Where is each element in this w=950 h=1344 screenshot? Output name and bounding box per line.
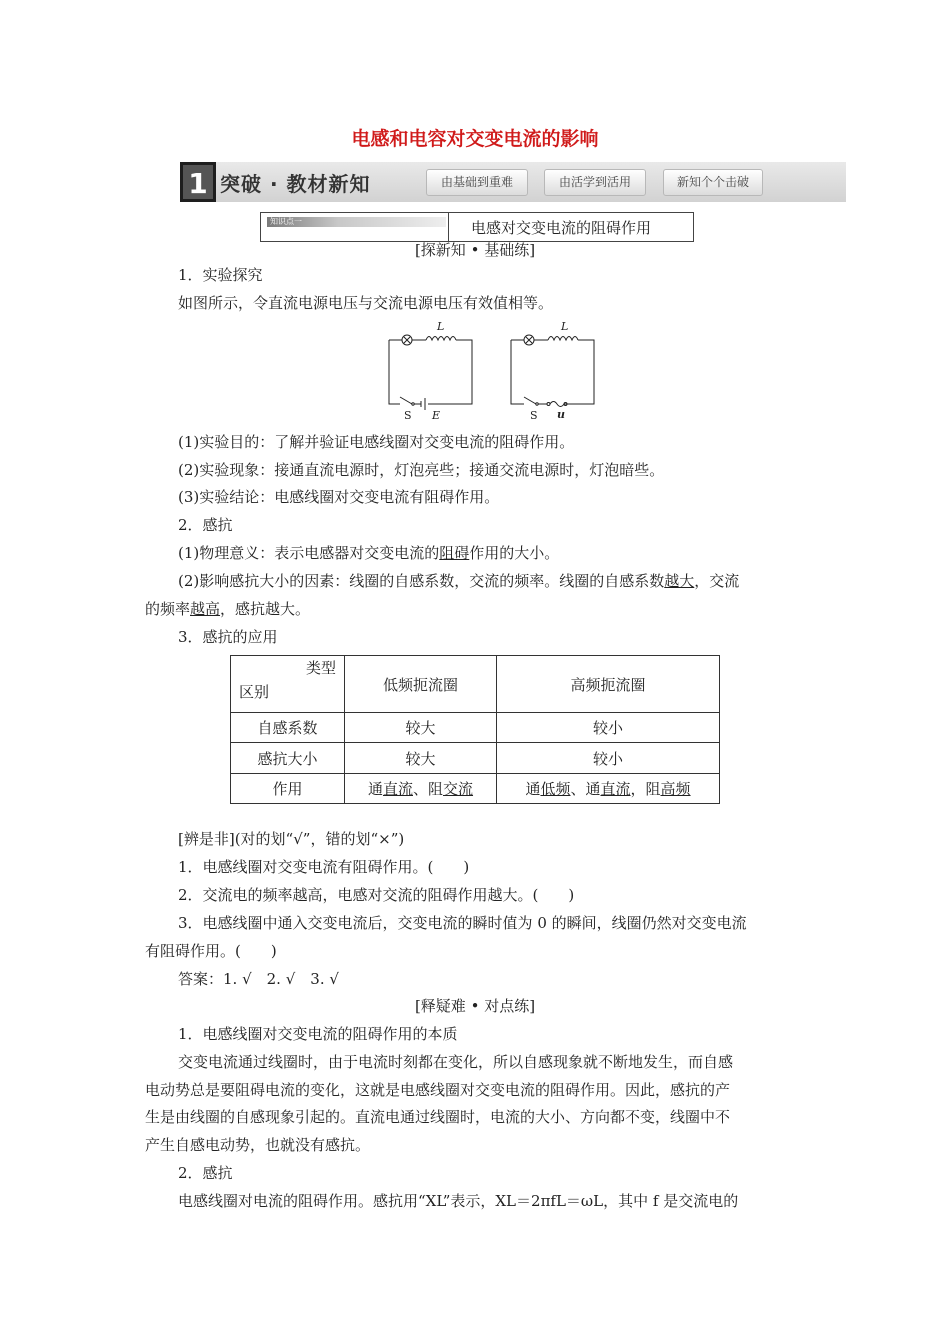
table-row-label: 自感系数 [231, 713, 345, 743]
e2-line-1: 电感线圈对电流的阻碍作用。感抗用“XL”表示，XL＝2πfL＝ωL，其中 f 是交流电的 [178, 1192, 739, 1210]
section-banner [180, 162, 846, 202]
table-header-cell: 低频扼流圈 [345, 656, 497, 713]
section-heading-explore: [探新知 • 基础练] [414, 241, 536, 259]
table-row [231, 713, 720, 743]
circuit-label-switch-left: S [404, 409, 412, 422]
table-row-label: 作用 [231, 774, 345, 804]
knowledge-point-divider [448, 213, 449, 241]
judge-heading: [辨是非](对的划“√”，错的划“×”) [178, 830, 405, 848]
section-number: 1 [188, 167, 208, 200]
table-cell: 通低频、通直流，阻高频 [497, 774, 720, 804]
s1-intro: 如图所示，令直流电源电压与交流电源电压有效值相等。 [178, 294, 554, 312]
table-cell: 较大 [345, 743, 497, 774]
s2-item-1: (1)物理意义：表示电感器对交变电流的阻碍作用的大小。 [178, 544, 560, 562]
new-knowledge-button[interactable]: 新知个个击破 [663, 169, 763, 196]
circuit-label-source-right: u [557, 408, 565, 421]
section-number-icon [180, 162, 216, 202]
judge-question-2: 2．交流电的频率越高，电感对交流的阻碍作用越大。( ) [178, 886, 575, 904]
s1-item-1: (1)实验目的：了解并验证电感线圈对交变电流的阻碍作用。 [178, 433, 575, 451]
table-cell: 较大 [345, 713, 497, 743]
circuit-label-inductor-left: L [437, 320, 445, 333]
s1-item-3: (3)实验结论：电感线圈对交变电流有阻碍作用。 [178, 488, 500, 506]
e1-line-4: 产生自感电动势，也就没有感抗。 [145, 1136, 371, 1154]
e1-line-2: 电动势总是要阻碍电流的变化，这就是电感线圈对交变电流的阻碍作用。因此，感抗的产 [145, 1081, 731, 1099]
section-heading-clarify: [释疑难 • 对点练] [414, 997, 536, 1015]
inductor-application-table [230, 655, 720, 804]
table-row [231, 774, 720, 804]
judge-question-3-line-1: 3．电感线圈中通入交变电流后，交变电流的瞬时值为 0 的瞬间，线圈仍然对交变电流 [178, 914, 747, 932]
judge-question-3-line-2: 有阻碍作用。( ) [145, 942, 277, 960]
s2-item-2-line-1: (2)影响感抗大小的因素：线圈的自感系数，交流的频率。线圈的自感系数越大，交流 [178, 572, 740, 590]
page-title: 电感和电容对交变电流的影响 [351, 128, 599, 150]
table-corner-bottom: 区别 [239, 683, 270, 701]
s1-item-2: (2)实验现象：接通直流电源时，灯泡亮些；接通交流电源时，灯泡暗些。 [178, 461, 665, 479]
table-row [231, 743, 720, 774]
knowledge-point-title: 电感对交变电流的阻碍作用 [471, 219, 652, 237]
table-row-label: 感抗大小 [231, 743, 345, 774]
s3-heading: 3．感抗的应用 [178, 628, 278, 646]
knowledge-point-label: 知识点一 [267, 217, 446, 227]
circuit-label-source-left: E [432, 409, 441, 422]
learn-to-apply-button[interactable]: 由活学到活用 [544, 169, 646, 196]
circuit-diagram [380, 318, 600, 422]
table-header-cell: 高频扼流圈 [497, 656, 720, 713]
s1-heading: 1．实验探究 [178, 266, 263, 284]
circuit-label-switch-right: S [530, 409, 538, 422]
e1-heading: 1．电感线圈对交变电流的阻碍作用的本质 [178, 1025, 458, 1043]
table-cell: 通直流、阻交流 [345, 774, 497, 804]
e1-line-1: 交变电流通过线圈时，由于电流时刻都在变化，所以自感现象就不断地发生，而自感 [178, 1053, 734, 1071]
table-cell: 较小 [497, 713, 720, 743]
e2-heading: 2．感抗 [178, 1164, 233, 1182]
table-corner-cell [231, 656, 345, 713]
banner-title: 突破 · 教材新知 [220, 172, 371, 196]
basic-to-hard-button[interactable]: 由基础到重难 [426, 169, 528, 196]
circuit-label-inductor-right: L [561, 320, 569, 333]
judge-question-1: 1．电感线圈对交变电流有阻碍作用。( ) [178, 858, 470, 876]
s2-heading: 2．感抗 [178, 516, 233, 534]
table-corner-top: 类型 [305, 659, 336, 677]
e1-line-3: 生是由线圈的自感现象引起的。直流电通过线圈时，电流的大小、方向都不变，线圈中不 [145, 1108, 731, 1126]
judge-answer: 答案：1. √ 2. √ 3. √ [178, 970, 339, 988]
s2-item-2-line-2: 的频率越高，感抗越大。 [145, 600, 311, 618]
knowledge-point-header [260, 212, 694, 242]
table-cell: 较小 [497, 743, 720, 774]
